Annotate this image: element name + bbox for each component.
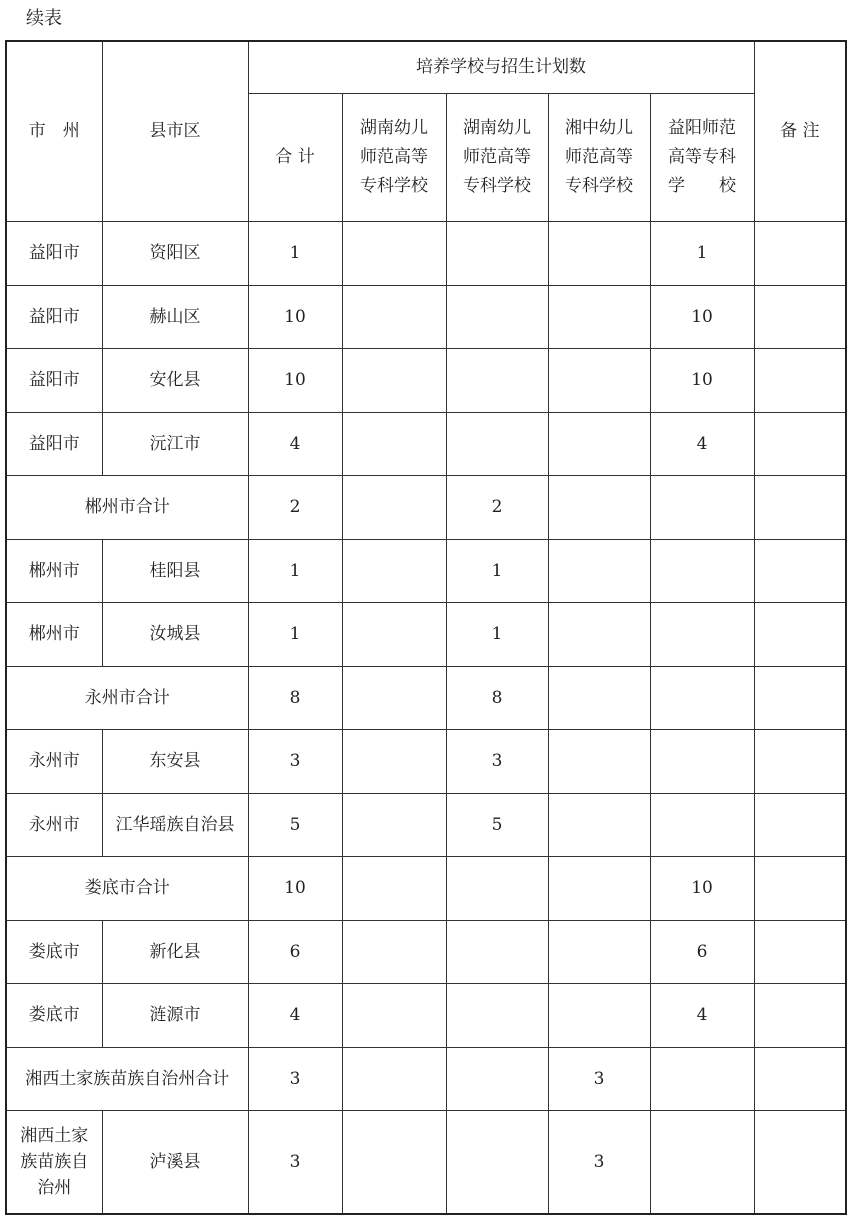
school-4-cell: 1: [650, 221, 754, 285]
header-city: 市 州: [6, 41, 102, 221]
school-2-cell: [446, 1110, 548, 1214]
county-cell: 桂阳县: [102, 539, 248, 602]
table-row: [6, 539, 846, 602]
school-2-cell: [446, 348, 548, 412]
header-note: 备 注: [754, 41, 846, 221]
note-cell: [754, 412, 846, 475]
school-1-cell: [342, 348, 446, 412]
county-cell: 沅江市: [102, 412, 248, 475]
school-1-cell: [342, 602, 446, 666]
school-3-cell: [548, 412, 650, 475]
note-cell: [754, 475, 846, 539]
total-cell: 1: [248, 602, 342, 666]
table-row: [6, 412, 846, 475]
city-cell: 娄底市: [6, 920, 102, 983]
school-1-cell: [342, 475, 446, 539]
school-2-cell: 5: [446, 793, 548, 856]
note-cell: [754, 348, 846, 412]
school-3-cell: [548, 983, 650, 1047]
school-4-cell: 4: [650, 412, 754, 475]
school-1-cell: [342, 729, 446, 793]
total-cell: 3: [248, 1047, 342, 1110]
table-row: [6, 348, 846, 412]
note-cell: [754, 793, 846, 856]
county-cell: 新化县: [102, 920, 248, 983]
total-cell: 3: [248, 729, 342, 793]
header-total: 合 计: [248, 93, 342, 221]
note-cell: [754, 856, 846, 920]
subtotal-label-cell: 湘西土家族苗族自治州合计: [6, 1047, 248, 1110]
school-3-cell: [548, 920, 650, 983]
school-3-cell: [548, 856, 650, 920]
school-2-cell: [446, 856, 548, 920]
note-cell: [754, 602, 846, 666]
city-cell: 永州市: [6, 793, 102, 856]
table-row: [6, 221, 846, 285]
table-body: [6, 221, 846, 1214]
school-4-cell: [650, 1110, 754, 1214]
school-4-cell: [650, 793, 754, 856]
school-2-cell: [446, 285, 548, 348]
school-4-cell: [650, 729, 754, 793]
note-cell: [754, 729, 846, 793]
table-row: [6, 666, 846, 729]
school-2-cell: 8: [446, 666, 548, 729]
city-cell: 湘西土家 族苗族自 治州: [6, 1110, 102, 1214]
city-cell: 益阳市: [6, 412, 102, 475]
note-cell: [754, 1110, 846, 1214]
header-school-3: 湘中幼儿 师范高等 专科学校: [548, 93, 650, 221]
city-cell: 永州市: [6, 729, 102, 793]
school-4-cell: 10: [650, 856, 754, 920]
school-4-cell: 6: [650, 920, 754, 983]
school-3-cell: [548, 285, 650, 348]
city-cell: 益阳市: [6, 221, 102, 285]
total-cell: 10: [248, 856, 342, 920]
subtotal-label-cell: 永州市合计: [6, 666, 248, 729]
table-row: [6, 1047, 846, 1110]
school-2-cell: 2: [446, 475, 548, 539]
table-row: [6, 920, 846, 983]
total-cell: 4: [248, 983, 342, 1047]
table-row: [6, 602, 846, 666]
total-cell: 10: [248, 348, 342, 412]
school-1-cell: [342, 1110, 446, 1214]
school-3-cell: [548, 602, 650, 666]
header-county: 县市区: [102, 41, 248, 221]
school-1-cell: [342, 412, 446, 475]
school-4-cell: 4: [650, 983, 754, 1047]
school-1-cell: [342, 221, 446, 285]
school-1-cell: [342, 539, 446, 602]
school-3-cell: [548, 666, 650, 729]
school-2-cell: 1: [446, 539, 548, 602]
school-2-cell: [446, 1047, 548, 1110]
total-cell: 1: [248, 539, 342, 602]
city-cell: 郴州市: [6, 602, 102, 666]
school-3-cell: [548, 348, 650, 412]
school-2-cell: [446, 412, 548, 475]
school-3-cell: [548, 221, 650, 285]
total-cell: 8: [248, 666, 342, 729]
school-4-cell: [650, 1047, 754, 1110]
county-cell: 汝城县: [102, 602, 248, 666]
county-cell: 江华瑶族自治县: [102, 793, 248, 856]
county-cell: 赫山区: [102, 285, 248, 348]
total-cell: 6: [248, 920, 342, 983]
county-cell: 涟源市: [102, 983, 248, 1047]
table-row: [6, 983, 846, 1047]
note-cell: [754, 920, 846, 983]
school-1-cell: [342, 1047, 446, 1110]
school-3-cell: [548, 539, 650, 602]
county-cell: 资阳区: [102, 221, 248, 285]
county-cell: 东安县: [102, 729, 248, 793]
school-1-cell: [342, 983, 446, 1047]
total-cell: 5: [248, 793, 342, 856]
table-caption: 续表: [26, 8, 62, 29]
school-4-cell: [650, 475, 754, 539]
subtotal-label-cell: 郴州市合计: [6, 475, 248, 539]
school-1-cell: [342, 285, 446, 348]
city-cell: 益阳市: [6, 285, 102, 348]
school-1-cell: [342, 856, 446, 920]
header-school-group: 培养学校与招生计划数: [248, 41, 754, 93]
note-cell: [754, 285, 846, 348]
school-4-cell: [650, 666, 754, 729]
school-3-cell: 3: [548, 1110, 650, 1214]
total-cell: 2: [248, 475, 342, 539]
table-row: [6, 475, 846, 539]
total-cell: 4: [248, 412, 342, 475]
header-school-4: 益阳师范 高等专科 学 校: [650, 93, 754, 221]
school-4-cell: [650, 602, 754, 666]
county-cell: 安化县: [102, 348, 248, 412]
school-2-cell: [446, 983, 548, 1047]
city-cell: 郴州市: [6, 539, 102, 602]
school-2-cell: 1: [446, 602, 548, 666]
table-row: [6, 1110, 846, 1214]
school-1-cell: [342, 920, 446, 983]
enrollment-plan-table: [5, 40, 847, 1215]
county-cell: 泸溪县: [102, 1110, 248, 1214]
school-3-cell: 3: [548, 1047, 650, 1110]
city-cell: 娄底市: [6, 983, 102, 1047]
header-school-2: 湖南幼儿 师范高等 专科学校: [446, 93, 548, 221]
header-school-1: 湖南幼儿 师范高等 专科学校: [342, 93, 446, 221]
total-cell: 10: [248, 285, 342, 348]
school-1-cell: [342, 793, 446, 856]
city-cell: 益阳市: [6, 348, 102, 412]
table-row: [6, 285, 846, 348]
table-row: [6, 729, 846, 793]
note-cell: [754, 539, 846, 602]
school-4-cell: [650, 539, 754, 602]
table-row: [6, 793, 846, 856]
school-4-cell: 10: [650, 348, 754, 412]
school-2-cell: [446, 221, 548, 285]
school-4-cell: 10: [650, 285, 754, 348]
school-1-cell: [342, 666, 446, 729]
school-3-cell: [548, 729, 650, 793]
school-2-cell: [446, 920, 548, 983]
note-cell: [754, 983, 846, 1047]
note-cell: [754, 1047, 846, 1110]
school-2-cell: 3: [446, 729, 548, 793]
total-cell: 1: [248, 221, 342, 285]
school-3-cell: [548, 793, 650, 856]
note-cell: [754, 221, 846, 285]
table-row: [6, 856, 846, 920]
subtotal-label-cell: 娄底市合计: [6, 856, 248, 920]
total-cell: 3: [248, 1110, 342, 1214]
note-cell: [754, 666, 846, 729]
school-3-cell: [548, 475, 650, 539]
